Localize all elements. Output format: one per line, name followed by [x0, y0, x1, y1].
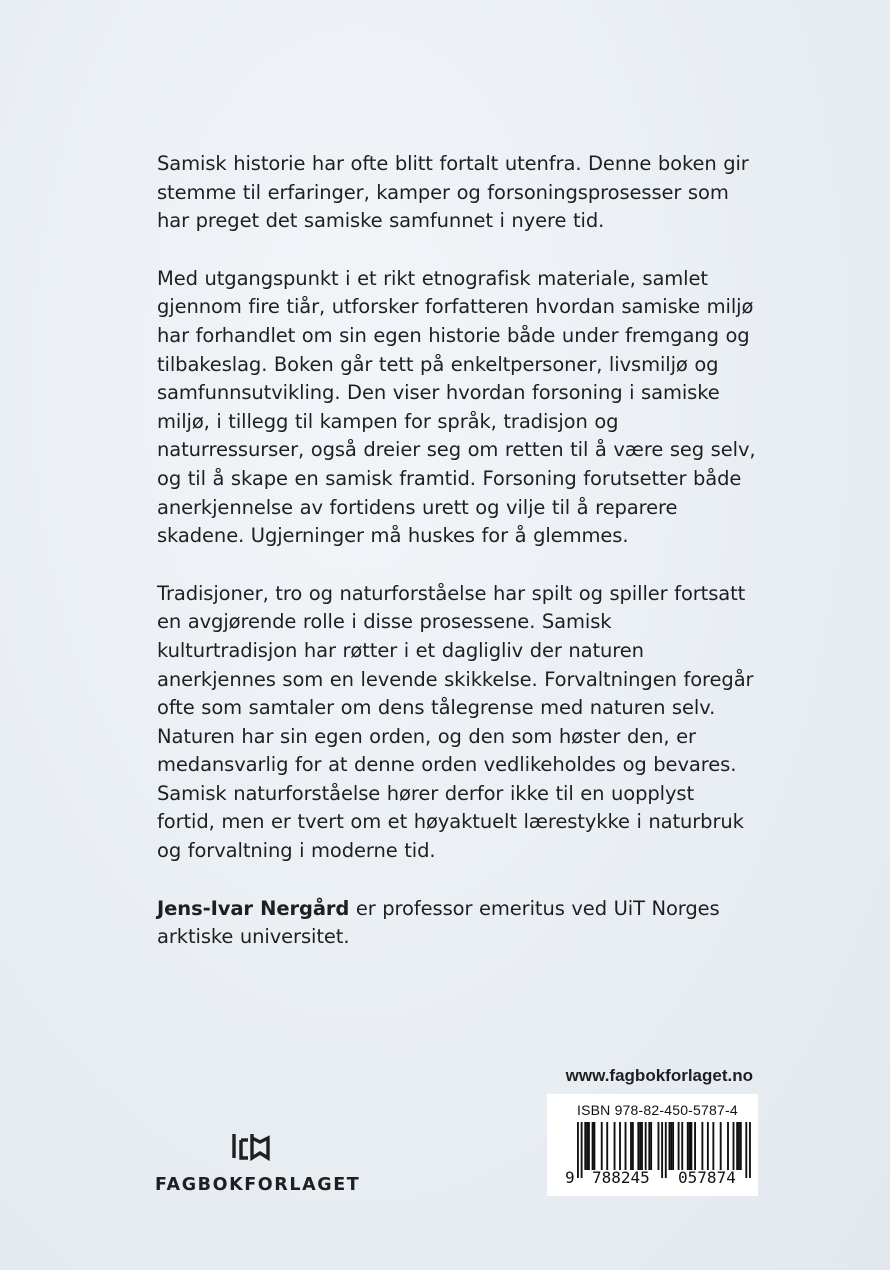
barcode-bar	[707, 1122, 709, 1170]
barcode-bar	[733, 1122, 735, 1170]
barcode-digits: 057874	[678, 1168, 736, 1187]
fagbokforlaget-logo-icon	[231, 1132, 271, 1162]
barcode-digits: 9	[565, 1168, 575, 1187]
blurb-paragraph-2: Med utgangspunkt i et rikt etnografisk materiale, samlet gjennom fire tiår, utforsker forfatteren hvordan samiske miljø har forhandlet om sin egen historie både under fremgang og tilbakeslag. Boken går tett på enkeltpersoner, livsmiljø og samfunnsutvikling. Den viser hvordan forsoning i samiske miljø, i tillegg til kampen for språk, tradisjon og naturressurser, også dreier seg om retten til å være seg selv, og til å skape en samisk framtid. Forsoning forutsetter både anerkjennelse av fortidens urett og vilje til å reparere skadene. Ugjerninger må huskes for å glemmes.	[157, 266, 756, 548]
barcode-bar	[749, 1122, 751, 1178]
barcode-bar	[645, 1122, 647, 1170]
barcode-bar	[614, 1122, 616, 1170]
isbn-label: ISBN 978-82-450-5787-4	[577, 1102, 738, 1118]
author-bio	[157, 895, 757, 952]
publisher-name: FAGBOKFORLAGET	[155, 1175, 361, 1195]
barcode-bar	[694, 1122, 696, 1170]
barcode-bar	[727, 1122, 729, 1170]
barcode-bar	[701, 1122, 703, 1170]
barcode-bar	[678, 1122, 680, 1170]
barcode-bar	[619, 1122, 621, 1170]
barcode-bar	[601, 1122, 603, 1170]
barcode-bar	[632, 1122, 634, 1170]
barcode-bar	[665, 1122, 667, 1178]
barcode-bar	[592, 1122, 594, 1170]
publisher-logo	[155, 1132, 361, 1202]
barcode-bar	[669, 1122, 671, 1170]
barcode-bar	[584, 1122, 586, 1170]
barcode-bar	[740, 1122, 742, 1170]
barcode-bar	[681, 1122, 683, 1170]
barcode-bar	[586, 1122, 588, 1170]
barcode-bar	[648, 1122, 650, 1170]
barcode-digits: 788245	[592, 1168, 650, 1187]
barcode-bar	[720, 1122, 722, 1170]
barcode-bar	[630, 1122, 632, 1170]
barcode-bar	[637, 1122, 639, 1170]
barcode-bar	[581, 1122, 583, 1178]
barcode-bar	[658, 1122, 660, 1170]
barcode-bar	[736, 1122, 738, 1170]
barcode-bar	[672, 1122, 674, 1170]
blurb-paragraph-1: Samisk historie har ofte blitt fortalt utenfra. Denne boken gir stemme til erfaringer, kamper og forsoningsprosesser som har preget det samiske samfunnet i nyere tid.	[157, 152, 749, 233]
barcode-bar	[588, 1122, 590, 1170]
barcode-bar	[577, 1122, 579, 1178]
publisher-website: www.fagbokforlaget.no	[565, 1066, 753, 1085]
back-cover-blurb	[157, 150, 757, 981]
blurb-paragraph-3: Tradisjoner, tro og naturforståelse har spilt og spiller fortsatt en avgjørende rolle i disse prosessene. Samisk kulturtradisjon har røtter i et dagligliv der naturen anerkjennes som en levende skikkelse. Forvaltningen foregår ofte som samtaler om dens tålegrense med naturen selv. Naturen har sin egen orden, og den som høster den, er medansvarlig for at denne orden vedlikeholdes og bevares. Samisk naturforståelse hører derfor ikke til en uopplyst fortid, men er tvert om et høyaktuelt lærestykke i naturbruk og forvaltning i moderne tid.	[157, 581, 754, 863]
barcode-bar	[606, 1122, 608, 1170]
isbn-barcode	[547, 1094, 758, 1196]
barcode-bar	[661, 1122, 663, 1178]
barcode-bar	[593, 1122, 595, 1170]
barcode-bar	[670, 1122, 672, 1170]
barcode-bar	[690, 1122, 692, 1170]
barcode-bar	[639, 1122, 641, 1170]
barcode-bar	[689, 1122, 691, 1170]
author-bio-text: er professor emeritus ved UiT Norges arktiske universitet.	[157, 896, 720, 949]
barcode-bar	[641, 1122, 643, 1170]
barcode-bar	[650, 1122, 652, 1170]
barcode-bar	[625, 1122, 627, 1170]
barcode-bar	[745, 1122, 747, 1178]
barcode-bar	[738, 1122, 740, 1170]
barcode-bar	[712, 1122, 714, 1170]
author-name: Jens-Ivar Nergård	[157, 896, 350, 920]
barcode-bar	[687, 1122, 689, 1170]
